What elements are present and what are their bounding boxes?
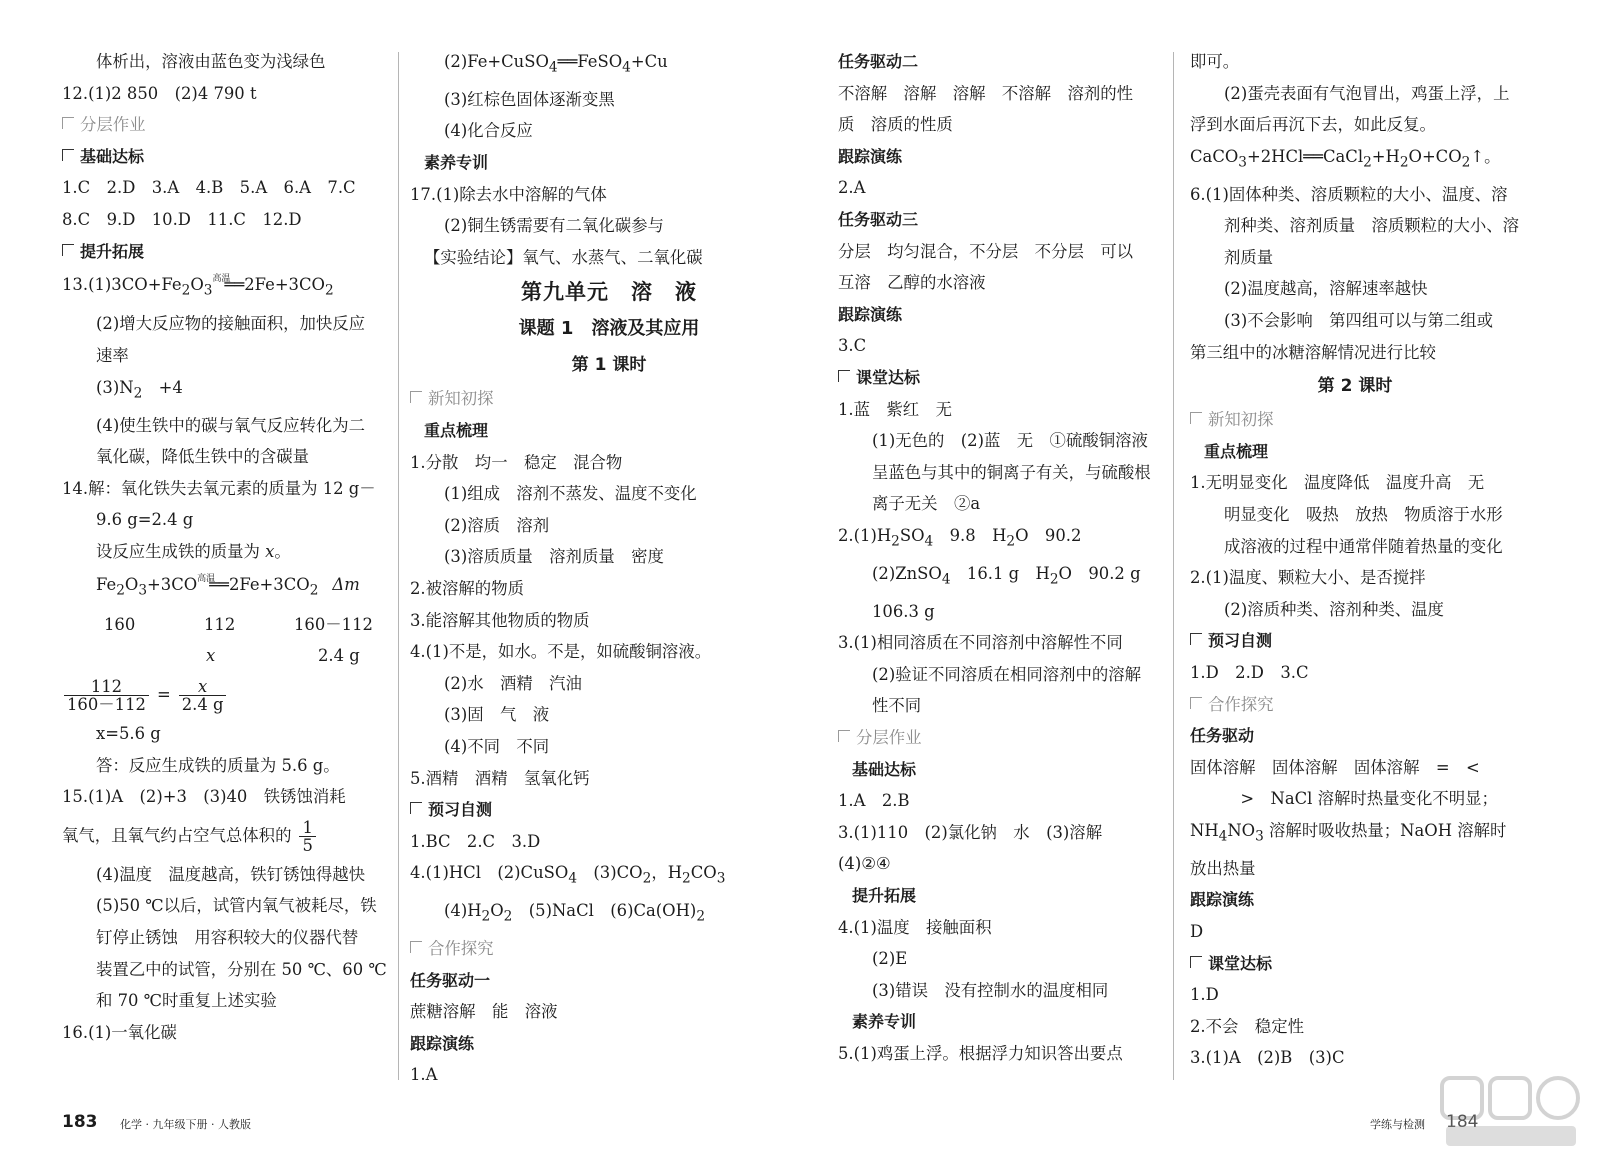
page-number-left: 183 (62, 1112, 98, 1132)
section-heading-layered-homework: 分层作业 (62, 109, 390, 141)
fraction-equation: $\frac{112}{160-112}$ = $\frac{x}{2.4 g}$ (62, 672, 390, 718)
text-line: 1.A 2.B (838, 791, 910, 811)
text-line: 装置乙中的试管，分别在 50 ℃、60 ℃ (96, 959, 387, 979)
text-line: (4)使生铁中的碳与氧气反应转化为二 (96, 415, 366, 435)
section-heading-task-1: 任务驱动一 (410, 970, 491, 990)
section-heading-practice: 跟踪演练 (1190, 890, 1255, 910)
text-line: 互溶 乙醇的水溶液 (838, 273, 986, 293)
text-line: 速率 (96, 346, 129, 366)
text-line: 分层 均匀混合，不分层 不分层 可以 (838, 241, 1134, 261)
text-line: 9.6 g=2.4 g (96, 510, 194, 530)
text-line: 固体溶解 固体溶解 固体溶解 = < (1190, 757, 1480, 777)
text-line: 3.C (838, 336, 867, 356)
section-heading-classroom: 课堂达标 (1190, 948, 1520, 980)
section-heading-key-points: 重点梳理 (424, 421, 489, 441)
equation-row: 160 112 160－112 (104, 614, 373, 634)
heading-marker-icon (410, 391, 422, 403)
equation-line: $(4)H_2O_2$ (5)NaCl $(6)Ca(OH)_2$ (444, 901, 706, 925)
text-line: > NaCl 溶解时热量变化不明显； (1224, 789, 1498, 809)
section-heading-practice: 跟踪演练 (838, 146, 903, 166)
text-line: (2)验证不同溶质在相同溶剂中的溶解 (872, 664, 1142, 684)
text-line: 6.(1)固体种类、溶质颗粒的大小、温度、溶 (1190, 184, 1508, 204)
section-heading-advanced: 提升拓展 (852, 886, 917, 905)
heading-marker-icon (1190, 956, 1202, 968)
text-line: 浮到水面后再沉下去，如此反复。 (1190, 115, 1436, 135)
text-line: 剂质量 (1224, 247, 1274, 267)
section-heading-preview-test: 预习自测 (410, 794, 808, 826)
section-heading-practice: 跟踪演练 (838, 304, 903, 324)
text-line: (3)不会影响 第四组可以与第二组或 (1224, 311, 1494, 331)
text-line: 3.(1)相同溶质在不同溶剂中溶解性不同 (838, 633, 1123, 653)
text-line: 【实验结论】氧气、水蒸气、二氧化碳 (424, 247, 703, 267)
text-line: 蔗糖溶解 能 溶液 (410, 1002, 558, 1022)
equation-line: $2.(1)H_2SO_4$ 9.8 $H_2O$ 90.2 (838, 525, 1082, 550)
text-line: (4)②④ (838, 854, 891, 874)
section-heading-new-knowledge: 新知初探 (1190, 404, 1520, 436)
text-line: 离子无关 ②a (872, 494, 981, 514)
equation-line: 4.(1)HCl (2)CuSO$_4$ $(3)CO_2$，$H_2CO_3$ (410, 863, 726, 887)
text-line: $(3)N_2$ +4 (96, 377, 183, 401)
heading-marker-icon (410, 941, 422, 953)
text-line: 1.蓝 紫红 无 (838, 399, 952, 419)
section-heading-literacy: 素养专训 (852, 1012, 917, 1032)
text-line: (1)组成 溶剂不蒸发、温度不变化 (444, 484, 697, 504)
book-title-right: 学练与检测 (1370, 1118, 1425, 1131)
column-4 (1190, 46, 1520, 1100)
heading-marker-icon (1190, 633, 1202, 645)
section-heading-cooperative: 合作探究 (1190, 689, 1520, 721)
text-line: 106.3 g (872, 601, 935, 621)
text-line: 1.A (410, 1065, 438, 1085)
column-2 (410, 46, 808, 1100)
unit-title: 第九单元 溶 液 (521, 280, 697, 305)
text-line: 设反应生成铁的质量为 x。 (96, 541, 291, 561)
text-line: 3.(1)110 (2)氯化钠 水 (3)溶解 (838, 822, 1103, 842)
text-line: 质 溶质的性质 (838, 115, 953, 135)
text-line: (1)无色的 (2)蓝 无 ①硫酸铜溶液 (872, 431, 1148, 451)
text-line: (2)增大反应物的接触面积，加快反应 (96, 314, 366, 334)
text-line: 8.C 9.D 10.D 11.C 12.D (62, 209, 302, 229)
text-line: 氧化碳，降低生铁中的含碳量 (96, 447, 310, 467)
heading-marker-icon (838, 730, 850, 742)
heading-marker-icon (62, 117, 74, 129)
text-line: 不溶解 溶解 溶解 不溶解 溶剂的性 (838, 83, 1134, 103)
section-heading-layered-homework: 分层作业 (838, 722, 1166, 754)
text-line: 即可。 (1190, 52, 1240, 71)
text-line: 14.解：氧化铁失去氧元素的质量为 12 g－ (62, 478, 376, 498)
text-line: (2)溶质 溶剂 (444, 515, 550, 535)
text-line: (4)化合反应 (444, 121, 533, 141)
text-line: 2.被溶解的物质 (410, 579, 524, 598)
column-divider (1173, 52, 1174, 1080)
text-line: 2.(1)温度、颗粒大小、是否搅拌 (1190, 568, 1426, 588)
text-line: 明显变化 吸热 放热 物质溶于水形 (1224, 505, 1503, 524)
lesson-title: 课题 1 溶液及其应用 (518, 318, 700, 340)
text-line: (2)水 酒精 汽油 (444, 673, 582, 693)
heading-marker-icon (410, 802, 422, 814)
section-heading-classroom: 课堂达标 (838, 362, 1166, 394)
text-line: 5.(1)鸡蛋上浮。根据浮力知识答出要点 (838, 1043, 1123, 1063)
equation-line: $NH_4NO_3$ 溶解时吸收热量；NaOH 溶解时 (1190, 820, 1507, 845)
text-line: 钉停止锈蚀 用容积较大的仪器代替 (96, 927, 359, 947)
section-heading-task: 任务驱动 (1190, 726, 1255, 746)
equation-line: (2)ZnSO$_4$ 16.1 g $H_2O$ 90.2 g (872, 563, 1141, 588)
watermark-logo-icon (1436, 1072, 1586, 1152)
section-heading-task-3: 任务驱动三 (838, 209, 919, 229)
text-line: 1.D 2.D 3.C (1190, 662, 1309, 682)
text-line: (2)温度越高，溶解速率越快 (1224, 279, 1428, 299)
text-line: 1.C 2.D 3.A 4.B 5.A 6.A 7.C (62, 178, 356, 198)
text-line: x=5.6 g (96, 723, 161, 743)
section-heading-practice: 跟踪演练 (410, 1033, 475, 1053)
fraction: $\frac{x}{2.4 g}$ (179, 678, 227, 713)
text-line: 1.分散 均一 稳定 混合物 (410, 452, 623, 472)
text-line: (3)错误 没有控制水的温度相同 (872, 980, 1109, 1000)
text-line: 4.(1)不是，如水。不是，如硫酸铜溶液。 (410, 642, 712, 662)
text-line: 15.(1)A (2)+3 (3)40 铁锈蚀消耗 (62, 787, 346, 807)
text-line: 成溶液的过程中通常伴随着热量的变化 (1224, 536, 1503, 556)
section-heading-key-points: 重点梳理 (1204, 441, 1269, 461)
column-3 (838, 46, 1166, 1100)
equation-line: $Fe_2O_3+3CO^{高温}══2Fe+3CO_2$ Δm (96, 574, 360, 599)
text-line: 1.无明显变化 温度降低 温度升高 无 (1190, 473, 1485, 493)
section-heading-basic: 基础达标 (852, 759, 917, 779)
text-line: 2.A (838, 178, 866, 198)
text-line: 3.(1)A (2)B (3)C (1190, 1048, 1345, 1068)
equation-line: $13.(1)3CO+Fe_2O_3^{高温}══2Fe+3CO_2$ (62, 274, 334, 299)
text-line: D (1190, 922, 1204, 941)
section-heading-task-2: 任务驱动二 (838, 52, 919, 71)
text-line: (5)50 ℃以后，试管内氧气被耗尽，铁 (96, 896, 377, 916)
text-line: 氧气，且氧气约占空气总体积的 1 5 (62, 813, 390, 859)
section-heading-advanced: 提升拓展 (62, 236, 390, 268)
text-line: 呈蓝色与其中的铜离子有关，与硫酸根 (872, 462, 1151, 482)
heading-marker-icon (62, 244, 74, 256)
period-title: 第 1 课时 (571, 355, 647, 376)
text-line: 3.能溶解其他物质的物质 (410, 610, 590, 630)
text-line: (3)红棕色固体逐渐变黑 (444, 89, 615, 109)
section-heading-preview-test: 预习自测 (1190, 625, 1520, 657)
section-heading-literacy: 素养专训 (424, 153, 489, 173)
section-heading-cooperative: 合作探究 (410, 933, 808, 965)
text-line: 2.不会 稳定性 (1190, 1016, 1304, 1036)
text-line: 4.(1)温度 接触面积 (838, 917, 992, 937)
text-line: (4)温度 温度越高，铁钉锈蚀得越快 (96, 864, 366, 884)
text-line: (3)固 气 液 (444, 705, 550, 725)
section-heading-new-knowledge: 新知初探 (410, 383, 808, 415)
text-line: 性不同 (872, 696, 922, 716)
column-divider (398, 52, 399, 1080)
heading-marker-icon (1190, 412, 1202, 424)
period-title: 第 2 课时 (1317, 376, 1393, 397)
text-line: (3)溶质质量 溶剂质量 密度 (444, 547, 664, 567)
heading-marker-icon (838, 370, 850, 382)
text-line: (2)溶质种类、溶剂种类、温度 (1224, 599, 1444, 619)
text-line: 12.(1)2 850 (2)4 790 t (62, 83, 257, 103)
fraction: 1 5 (299, 819, 315, 854)
text-line: 第三组中的冰糖溶解情况进行比较 (1190, 342, 1436, 362)
text-line: (2)E (872, 949, 908, 969)
text-line: 体析出，溶液由蓝色变为浅绿色 (96, 52, 326, 71)
text-line: 5.酒精 酒精 氢氧化钙 (410, 768, 590, 788)
equation-line: (2)Fe+CuSO$_4$══FeSO$_4$+Cu (444, 52, 668, 76)
heading-marker-icon (1190, 697, 1202, 709)
text-line: 剂种类、溶剂质量 溶质颗粒的大小、溶 (1224, 216, 1520, 236)
text-line: 1.D (1190, 985, 1219, 1005)
text-line: 17.(1)除去水中溶解的气体 (410, 184, 607, 204)
text-line: (4)不同 不同 (444, 736, 550, 756)
text-line: 和 70 ℃时重复上述实验 (96, 991, 277, 1011)
section-heading-basic: 基础达标 (62, 141, 390, 173)
heading-marker-icon (62, 149, 74, 161)
book-title-left: 化学 · 九年级下册 · 人教版 (120, 1118, 251, 1131)
column-1 (62, 46, 390, 1100)
text-line: (2)铜生锈需要有二氧化碳参与 (444, 216, 664, 236)
text-line: 答：反应生成铁的质量为 5.6 g。 (96, 755, 340, 775)
text-line: 16.(1)一氧化碳 (62, 1022, 177, 1042)
page-number-right: 184 (1446, 1112, 1479, 1132)
equation-row: x 2.4 g (206, 646, 360, 666)
fraction: $\frac{112}{160-112}$ (64, 678, 149, 713)
text-line: 放出热量 (1190, 858, 1256, 878)
text-line: (2)蛋壳表面有气泡冒出，鸡蛋上浮，上 (1224, 83, 1510, 103)
text-line: 1.BC 2.C 3.D (410, 831, 541, 851)
equation-line: $CaCO_3+2HCl══CaCl_2+H_2O+CO_2↑$。 (1190, 146, 1501, 171)
